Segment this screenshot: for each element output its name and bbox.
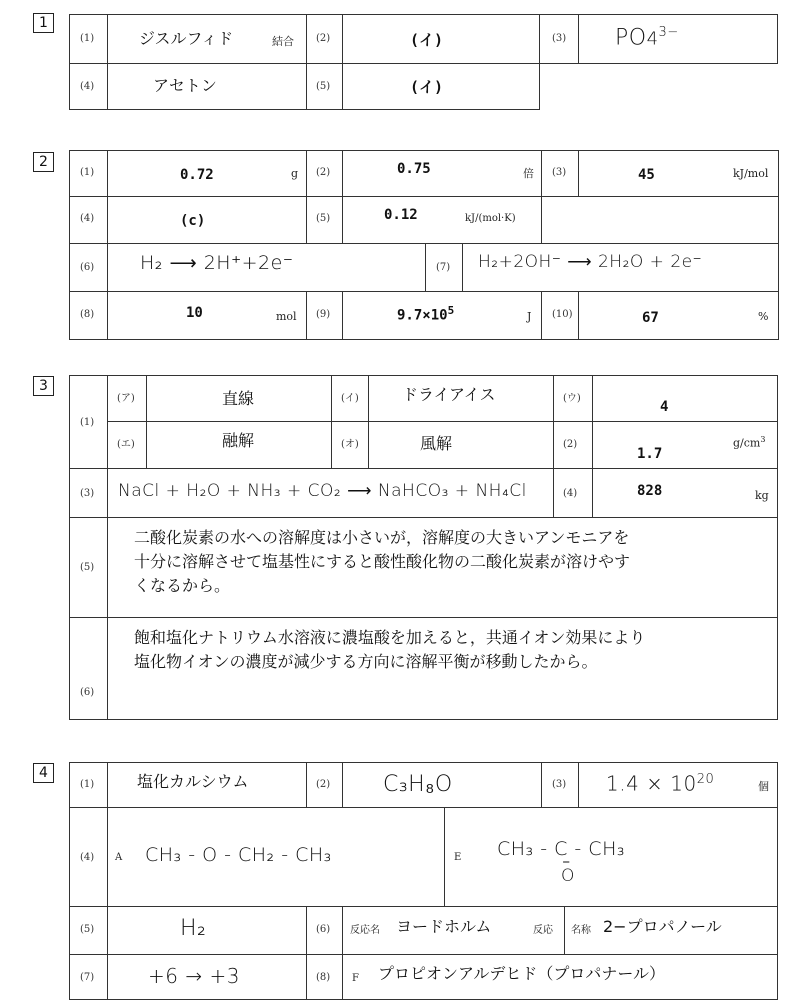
s3-q1-o-answer: 風解 (420, 434, 453, 453)
s4-q3-number: (3) (552, 779, 567, 790)
s3-q5-line-3: くなるから。 (134, 576, 231, 595)
s3-q5-line-1: 二酸化炭素の水への溶解度は小さいが，溶解度の大きいアンモニアを (134, 528, 630, 547)
s3-q2-number: (2) (563, 439, 578, 450)
s2-q10-answer: 67 (642, 310, 659, 326)
s2-q3-number: (3) (552, 167, 567, 178)
s3-q6-line-1: 飽和塩化ナトリウム水溶液に濃塩酸を加えると，共通イオン効果により (134, 628, 646, 647)
s2-q9-answer (397, 305, 454, 323)
s3-q3-number: (3) (80, 488, 95, 499)
s4-q8-number: (8) (316, 972, 331, 983)
s2-q3-answer: 45 (638, 167, 655, 183)
s2-q1-answer: 0.72 (180, 167, 214, 183)
s4-q1-number: (1) (80, 779, 95, 790)
s4-q2-number: (2) (316, 779, 331, 790)
s1-q3-answer (615, 26, 679, 49)
s4-q4-label-e: E (454, 852, 462, 863)
s4-q4-number: (4) (80, 852, 95, 863)
s3-q5-answer (134, 526, 630, 598)
s2-q7-number: (7) (436, 262, 451, 273)
s1-q1-unit: 結合 (272, 35, 294, 48)
s1-q3-subscript: 4 (646, 28, 659, 50)
s4-q6-label-1: 反応名 (350, 925, 380, 936)
s3-q2-answer: 1.7 (637, 446, 663, 462)
s1-q3-formula: PO (615, 25, 647, 51)
s2-q4-number: (4) (80, 213, 95, 224)
s2-q6-number: (6) (80, 262, 95, 273)
section-3-number: 3 (33, 376, 54, 396)
s1-q3-number: (3) (552, 33, 567, 44)
s3-q1-u-answer: 4 (660, 399, 669, 415)
s1-q2-number: (2) (316, 33, 331, 44)
s3-q1-o-number: (オ) (341, 439, 359, 450)
section-4-number: 4 (33, 763, 54, 783)
s4-q6-label-3: 名称 (571, 925, 591, 936)
s4-q3-mantissa: 1.4 × 10 (606, 771, 697, 796)
s1-q1-number: (1) (80, 33, 95, 44)
s3-q1-e-number: (エ) (117, 439, 135, 450)
s4-q8-label: F (352, 973, 359, 984)
s4-q7-number: (7) (80, 972, 95, 983)
s3-q6-line-2: 塩化物イオンの濃度が減少する方向に溶解平衡が移動したから。 (134, 652, 598, 671)
s3-q2-unit (733, 436, 765, 449)
s4-q5-answer: H₂ (180, 916, 207, 941)
s1-q3-superscript: 3− (658, 25, 679, 40)
s3-q6-answer (134, 626, 645, 674)
s3-q5-number: (5) (80, 562, 95, 573)
s2-q2-unit: 倍 (523, 167, 534, 180)
s2-q9-mantissa: 9.7×10 (397, 307, 448, 324)
s4-q4-carbonyl-oxygen: O (561, 866, 575, 886)
section-2-number: 2 (33, 152, 54, 172)
s2-q9-unit: J (527, 310, 532, 323)
s2-q1-number: (1) (80, 167, 95, 178)
s3-q1-i-answer: ドライアイス (402, 385, 496, 404)
s4-q4-answer-a: CH₃ - O - CH₂ - CH₃ (145, 844, 332, 866)
s2-q6-answer: H₂ ⟶ 2H⁺+2e⁻ (140, 252, 294, 274)
s4-q5-number: (5) (80, 924, 95, 935)
s3-q6-number: (6) (80, 687, 95, 698)
s2-q1-unit: g (291, 167, 299, 180)
s4-q3-exponent: 20 (696, 772, 715, 787)
s2-q5-answer: 0.12 (384, 207, 418, 223)
s2-q7-answer: H₂+2OH⁻ ⟶ 2H₂O + 2e⁻ (478, 252, 703, 272)
s4-q4-label-a: A (115, 852, 123, 863)
s2-q10-unit: % (758, 310, 769, 323)
s3-q4-number: (4) (563, 488, 578, 499)
s2-q9-exponent: 5 (447, 304, 455, 317)
s2-q2-number: (2) (316, 167, 331, 178)
s4-q8-answer: プロピオンアルデヒド（プロパナール） (378, 964, 666, 983)
s4-q6-answer-2: 2−プロパノール (603, 917, 722, 936)
s2-q4-answer: (c) (180, 213, 206, 229)
s3-q5-line-2: 十分に溶解させて塩基性にすると酸性酸化物の二酸化炭素が溶けやす (134, 552, 631, 571)
s3-q2-unit-exponent: 3 (760, 435, 766, 444)
s4-q1-answer: 塩化カルシウム (137, 772, 249, 791)
s2-q5-number: (5) (316, 213, 331, 224)
s3-q2-unit-base: g/cm (733, 436, 761, 450)
s4-q3-answer (606, 773, 714, 794)
s4-q4-answer-e: CH₃ - C - CH₃ (497, 838, 625, 860)
s1-q4-answer: アセトン (153, 76, 217, 95)
s4-q6-number: (6) (316, 924, 331, 935)
section-1-number: 1 (33, 13, 54, 33)
s4-q3-unit: 個 (758, 780, 769, 793)
s3-q1-u-number: (ウ) (563, 393, 581, 404)
s2-q3-unit: kJ/mol (733, 167, 769, 180)
s4-q6-answer-1: ヨードホルム (396, 917, 492, 936)
s1-q1-answer: ジスルフィド (139, 29, 234, 48)
s2-q9-number: (9) (316, 309, 331, 320)
s4-q6-label-2: 反応 (533, 925, 553, 936)
s1-q2-answer: (イ) (410, 31, 444, 49)
s3-q4-unit: kg (755, 489, 769, 502)
s1-q5-answer: (イ) (410, 78, 444, 96)
s3-q1-i-number: (イ) (341, 393, 359, 404)
s1-q4-number: (4) (80, 81, 95, 92)
s3-q4-answer: 828 (637, 483, 663, 499)
s2-q5-unit: kJ/(mol·K) (465, 213, 516, 224)
s2-q8-answer: 10 (186, 305, 203, 321)
s4-q2-answer: C₃H₈O (383, 772, 453, 797)
s4-q4-carbonyl-bond: = (562, 857, 571, 868)
s2-q2-answer: 0.75 (397, 161, 431, 177)
s2-q10-number: (10) (552, 309, 573, 320)
s2-q8-unit: mol (276, 310, 297, 323)
s3-q1-a-answer: 直線 (222, 389, 255, 408)
s3-q1-number: (1) (80, 417, 95, 428)
s3-q1-a-number: (ア) (117, 393, 135, 404)
s1-q5-number: (5) (316, 81, 331, 92)
s2-q8-number: (8) (80, 309, 95, 320)
s4-q7-answer: +6 → +3 (148, 964, 240, 988)
s3-q1-e-answer: 融解 (222, 431, 255, 450)
s3-q3-answer: NaCl + H₂O + NH₃ + CO₂ ⟶ NaHCO₃ + NH₄Cl (118, 481, 527, 501)
